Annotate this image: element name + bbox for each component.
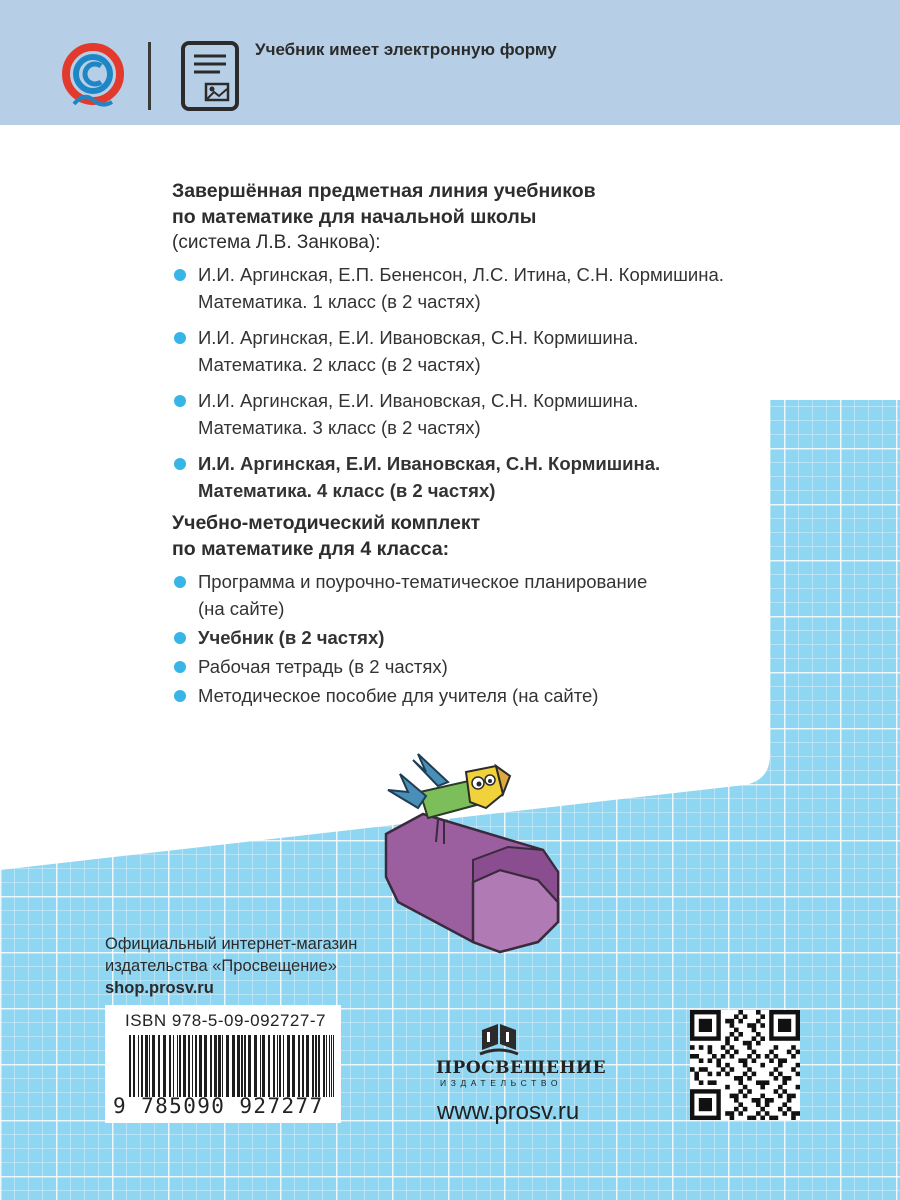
qr-module — [699, 1080, 704, 1085]
qr-module — [782, 1080, 787, 1085]
qr-module — [760, 1094, 765, 1099]
barcode-bar — [145, 1035, 148, 1097]
qr-module — [769, 1116, 774, 1120]
qr-module — [760, 1036, 765, 1041]
barcode-bar — [329, 1035, 330, 1097]
barcode-bar — [218, 1035, 221, 1097]
qr-module — [796, 1063, 800, 1068]
qr-module — [730, 1116, 735, 1120]
barcode-bar — [149, 1035, 150, 1097]
shop-line2: издательства «Просвещение» — [105, 957, 337, 975]
qr-module — [774, 1045, 779, 1050]
qr-module — [734, 1098, 739, 1103]
qr-module — [787, 1094, 792, 1099]
qr-module — [725, 1041, 730, 1046]
qr-module — [699, 1058, 704, 1063]
qr-module — [747, 1089, 752, 1094]
list-item: И.И. Аргинская, Е.И. Ивановская, С.Н. Кормишина. Математика. 2 класс (в 2 частях) — [172, 324, 812, 378]
barcode-bar — [179, 1035, 181, 1097]
qr-module — [738, 1058, 743, 1063]
qr-module — [787, 1050, 792, 1055]
qr-module — [703, 1067, 708, 1072]
isbn-label: ISBN 978-5-09-092727-7 — [125, 1011, 326, 1030]
qr-module — [756, 1054, 761, 1059]
qr-module — [760, 1014, 765, 1019]
qr-module — [708, 1072, 713, 1077]
qr-module — [782, 1076, 787, 1081]
publisher-subtitle: ИЗДАТЕЛЬСТВО — [440, 1078, 563, 1088]
kit-list — [172, 568, 812, 709]
qr-module — [708, 1045, 713, 1050]
barcode-bar — [210, 1035, 212, 1097]
barcode-bar — [177, 1035, 178, 1097]
qr-module — [725, 1019, 730, 1024]
kit-title-line1: Учебно-методический комплект — [172, 512, 481, 534]
qr-module — [730, 1111, 735, 1116]
qr-module — [747, 1045, 752, 1050]
qr-module — [778, 1063, 783, 1068]
qr-module — [734, 1050, 739, 1055]
qr-module — [725, 1063, 730, 1068]
qr-module — [760, 1023, 765, 1028]
qr-module — [778, 1094, 783, 1099]
barcode-bar — [323, 1035, 325, 1097]
qr-module — [725, 1050, 730, 1055]
barcode-bar — [273, 1035, 275, 1097]
qr-module — [734, 1036, 739, 1041]
qr-module — [774, 1116, 779, 1120]
qr-module — [743, 1094, 748, 1099]
qr-module — [743, 1041, 748, 1046]
list-item: И.И. Аргинская, Е.И. Ивановская, С.Н. Кормишина. Математика. 3 класс (в 2 частях) — [172, 387, 812, 441]
qr-module — [694, 1072, 699, 1077]
series-list — [172, 261, 812, 504]
qr-module — [782, 1102, 787, 1107]
barcode-bar — [333, 1035, 334, 1097]
qr-module — [721, 1045, 726, 1050]
qr-module — [743, 1072, 748, 1077]
bullet-icon — [174, 661, 186, 673]
header-divider — [148, 42, 151, 110]
series-title-line1: Завершённая предметная линия учебников — [172, 180, 596, 202]
qr-module — [725, 1036, 730, 1041]
qr-module — [694, 1054, 699, 1059]
qr-module — [734, 1094, 739, 1099]
qr-module — [756, 1098, 761, 1103]
qr-module — [769, 1050, 774, 1055]
qr-module — [690, 1067, 695, 1072]
barcode-bar — [318, 1035, 320, 1097]
qr-module — [743, 1014, 748, 1019]
qr-module — [765, 1098, 770, 1103]
qr-module — [796, 1050, 800, 1055]
barcode-bar — [315, 1035, 317, 1097]
bullet-icon — [174, 269, 186, 281]
qr-module — [791, 1116, 796, 1120]
barcode-bar — [292, 1035, 295, 1097]
qr-module — [712, 1080, 717, 1085]
qr-module — [730, 1067, 735, 1072]
qr-module — [791, 1054, 796, 1059]
qr-module — [738, 1019, 743, 1024]
qr-module — [747, 1041, 752, 1046]
qr-module — [752, 1058, 757, 1063]
series-section — [172, 178, 812, 513]
qr-module — [730, 1094, 735, 1099]
qr-module — [730, 1045, 735, 1050]
shop-url[interactable]: shop.prosv.ru — [105, 979, 214, 997]
barcode-bar — [204, 1035, 207, 1097]
qr-module — [769, 1098, 774, 1103]
qr-module — [743, 1107, 748, 1112]
bullet-icon — [174, 690, 186, 702]
barcode-bar — [268, 1035, 270, 1097]
barcode-bar — [283, 1035, 284, 1097]
qr-module — [769, 1058, 774, 1063]
list-item-current: И.И. Аргинская, Е.И. Ивановская, С.Н. Кормишина. Математика. 4 класс (в 2 частях) — [172, 450, 812, 504]
qr-module — [734, 1014, 739, 1019]
barcode-bar — [287, 1035, 290, 1097]
isbn-barcode-box — [105, 1005, 341, 1123]
barcode-bar — [192, 1035, 193, 1097]
barcode-bar — [306, 1035, 309, 1097]
bullet-icon — [174, 458, 186, 470]
barcode-bar — [183, 1035, 186, 1097]
qr-module — [796, 1111, 800, 1116]
qr-module — [787, 1107, 792, 1112]
qr-module — [765, 1080, 770, 1085]
qr-module — [708, 1058, 713, 1063]
qr-module — [796, 1072, 800, 1077]
barcode-bar — [302, 1035, 304, 1097]
bullet-icon — [174, 395, 186, 407]
publisher-url[interactable]: www.prosv.ru — [437, 1098, 580, 1125]
qr-module — [782, 1058, 787, 1063]
qr-module — [765, 1111, 770, 1116]
qr-module — [747, 1076, 752, 1081]
qr-module — [787, 1076, 792, 1081]
qr-module — [738, 1080, 743, 1085]
qr-module — [752, 1028, 757, 1033]
qr-module — [756, 1111, 761, 1116]
pencil-bird-mascot-illustration — [378, 752, 578, 972]
series-subtitle: (система Л.В. Занкова): — [172, 232, 381, 253]
qr-module — [752, 1050, 757, 1055]
barcode-bar — [237, 1035, 240, 1097]
barcode-bar — [254, 1035, 257, 1097]
qr-module — [778, 1085, 783, 1090]
qr-module — [738, 1089, 743, 1094]
barcode-bar — [152, 1035, 155, 1097]
barcode-bar — [279, 1035, 281, 1097]
barcode-bar — [195, 1035, 197, 1097]
barcode-number: 9 785090 927277 — [113, 1094, 324, 1118]
qr-module — [694, 1076, 699, 1081]
barcode-bar — [331, 1035, 332, 1097]
qr-module — [774, 1089, 779, 1094]
qr-module — [769, 1072, 774, 1077]
qr-module — [743, 1063, 748, 1068]
qr-module — [721, 1067, 726, 1072]
qr-module — [708, 1080, 713, 1085]
kit-section — [172, 510, 812, 711]
qr-module — [738, 1032, 743, 1037]
qr-module — [708, 1050, 713, 1055]
qr-module — [712, 1054, 717, 1059]
qr-module — [730, 1019, 735, 1024]
qr-module — [760, 1080, 765, 1085]
qr-module — [752, 1116, 757, 1120]
qr-module — [787, 1098, 792, 1103]
qr-module — [752, 1023, 757, 1028]
series-title-line2: по математике для начальной школы — [172, 206, 537, 228]
barcode-bar — [222, 1035, 223, 1097]
barcode-bar — [163, 1035, 166, 1097]
barcode-bar — [232, 1035, 235, 1097]
qr-module — [716, 1072, 721, 1077]
qr-module — [752, 1098, 757, 1103]
barcode-bar — [214, 1035, 217, 1097]
qr-finder — [699, 1019, 712, 1032]
qr-module — [721, 1054, 726, 1059]
qr-module — [778, 1107, 783, 1112]
electronic-form-note: Учебник имеет электронную форму — [255, 40, 557, 59]
qr-module — [756, 1080, 761, 1085]
barcode-bar — [312, 1035, 314, 1097]
barcode-bar — [129, 1035, 131, 1097]
kit-title-line2: по математике для 4 класса: — [172, 538, 450, 560]
barcode-bar — [262, 1035, 265, 1097]
qr-module — [760, 1107, 765, 1112]
barcode-bar — [226, 1035, 229, 1097]
publisher-name: ПРОСВЕЩЕНИЕ — [436, 1058, 607, 1078]
qr-module — [734, 1028, 739, 1033]
qr-module — [756, 1102, 761, 1107]
qr-module — [791, 1045, 796, 1050]
qr-module — [752, 1072, 757, 1077]
qr-module — [791, 1094, 796, 1099]
qr-module — [699, 1045, 704, 1050]
qr-module — [782, 1089, 787, 1094]
qr-module — [756, 1019, 761, 1024]
qr-module — [725, 1085, 730, 1090]
qr-module — [747, 1054, 752, 1059]
qr-module — [738, 1111, 743, 1116]
qr-module — [782, 1111, 787, 1116]
barcode-bar — [158, 1035, 160, 1097]
barcode-bar — [188, 1035, 190, 1097]
qr-module — [756, 1010, 761, 1015]
qr-module — [716, 1058, 721, 1063]
qr-module — [747, 1023, 752, 1028]
qr-module — [699, 1067, 704, 1072]
system-circle-logo-icon — [60, 42, 126, 112]
barcode-bar — [173, 1035, 174, 1097]
barcode-bar — [169, 1035, 171, 1097]
qr-module — [716, 1063, 721, 1068]
qr-module — [747, 1067, 752, 1072]
qr-module — [774, 1054, 779, 1059]
qr-finder — [778, 1019, 791, 1032]
barcode-bar — [199, 1035, 202, 1097]
qr-code[interactable] — [690, 1010, 800, 1120]
list-item: Методическое пособие для учителя (на сайте) — [172, 682, 812, 709]
qr-module — [730, 1032, 735, 1037]
barcode-bar — [248, 1035, 251, 1097]
shop-info — [105, 933, 357, 999]
barcode-bar — [141, 1035, 143, 1097]
list-item: Рабочая тетрадь (в 2 частях) — [172, 653, 812, 680]
qr-module — [725, 1111, 730, 1116]
qr-module — [747, 1116, 752, 1120]
qr-module — [765, 1054, 770, 1059]
qr-module — [760, 1063, 765, 1068]
barcode-bar — [138, 1035, 139, 1097]
qr-module — [738, 1102, 743, 1107]
list-item-current: Учебник (в 2 частях) — [172, 624, 812, 651]
barcode-image — [127, 1035, 339, 1097]
bullet-icon — [174, 576, 186, 588]
bullet-icon — [174, 332, 186, 344]
qr-module — [730, 1054, 735, 1059]
qr-module — [765, 1102, 770, 1107]
qr-module — [738, 1076, 743, 1081]
barcode-bar — [260, 1035, 261, 1097]
qr-module — [791, 1111, 796, 1116]
list-item: И.И. Аргинская, Е.П. Бененсон, Л.С. Итина, С.Н. Кормишина. Математика. 1 класс (в 2 частях) — [172, 261, 812, 315]
qr-module — [756, 1032, 761, 1037]
qr-finder — [699, 1098, 712, 1111]
list-item: Программа и поурочно-тематическое планирование (на сайте) — [172, 568, 812, 622]
qr-module — [690, 1045, 695, 1050]
qr-module — [734, 1076, 739, 1081]
prosveshchenie-logo-icon — [478, 1020, 520, 1060]
qr-module — [752, 1036, 757, 1041]
qr-module — [734, 1107, 739, 1112]
barcode-bar — [241, 1035, 243, 1097]
qr-module — [774, 1076, 779, 1081]
qr-module — [743, 1058, 748, 1063]
qr-module — [730, 1023, 735, 1028]
qr-module — [796, 1085, 800, 1090]
qr-module — [738, 1010, 743, 1015]
qr-module — [760, 1116, 765, 1120]
barcode-bar — [326, 1035, 327, 1097]
barcode-bar — [133, 1035, 135, 1097]
qr-module — [760, 1085, 765, 1090]
barcode-bar — [277, 1035, 278, 1097]
qr-module — [690, 1054, 695, 1059]
barcode-bar — [298, 1035, 300, 1097]
qr-module — [778, 1058, 783, 1063]
shop-line1: Официальный интернет-магазин — [105, 935, 358, 953]
tablet-ebook-icon — [180, 40, 240, 112]
qr-module — [756, 1041, 761, 1046]
qr-module — [778, 1072, 783, 1077]
barcode-bar — [244, 1035, 246, 1097]
qr-module — [774, 1067, 779, 1072]
qr-module — [743, 1085, 748, 1090]
qr-module — [725, 1072, 730, 1077]
qr-module — [791, 1067, 796, 1072]
bullet-icon — [174, 632, 186, 644]
